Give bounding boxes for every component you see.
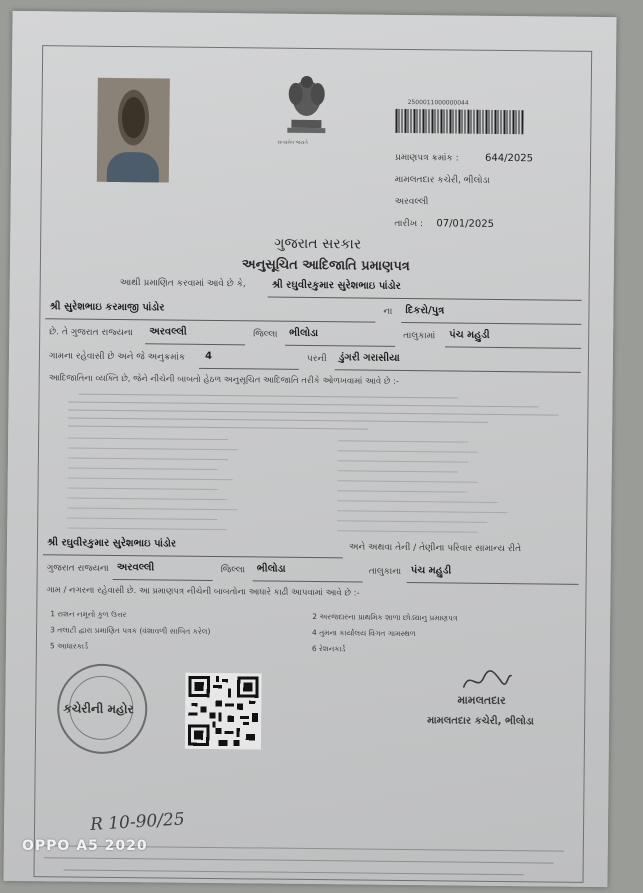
signatory-title: મામલતદાર [457,693,506,708]
fine-print-block [13,11,617,17]
footer-fine-print [13,11,617,17]
qr-code [185,673,262,750]
state-label: ગુજરાત રાજ્યના [46,563,109,574]
certify-text: આથી પ્રમાણિત કરવામાં આવે છે કે, [119,277,246,290]
tribe-label: પરની [306,353,327,365]
camera-watermark: OPPO A5 2020 [22,838,148,854]
photo-shirt [107,152,159,183]
date-label: તારીખ : [394,218,424,230]
document-item-4: 4 તુમના કાર્યાલય વિગત ગામસ્થળ [312,628,416,639]
barcode-number: 2500011000000044 [407,99,469,107]
emblem-caption: સત્યમેવ જયતે [277,139,308,146]
tribe-value: ડુંગરી ગરાસીયા [338,352,400,364]
district-label: જિલ્લા [253,329,278,340]
barcode [395,109,523,134]
father-name: શ્રી સુરેશભાઇ કરમાજી પાંડોર [49,301,165,314]
signatory-office: મામલતદાર કચેરી, ભીલોડા [427,715,534,728]
document-item-1: 1 રાશન નમૂનો કુળ ઉત્તર [50,609,127,620]
state-prefix-label: છે. તે ગુજરાત રાજ્યના [49,327,133,339]
state-taluka: ભીલોડા [256,563,286,575]
government-title: ગુજરાત સરકાર [274,235,362,253]
document-item-5: 5 આધારકાર્ડ [49,641,89,651]
office-line-2: અરવલ્લી [394,196,429,208]
entry-label: ગામના રહેવાસી છે અને જે અનુક્રમાંક [48,351,186,363]
village-value: પંચ મહુડી [449,329,490,341]
taluka-label: તાલુકામાં [403,330,436,342]
district-value: અરવલ્લી [149,326,187,338]
relation-value: દિકરો/પુત્ર [405,304,445,317]
tribe-text: આદિજાતિના વ્યક્તિ છે, જેને નીચેની બાબતો હેઠળ અનુસૂચિત આદિજાતિ તરીકે ઓળખવામાં આવે છે :- [48,373,400,387]
entry-number: 4 [204,350,212,362]
office-line-1: મામલતદાર કચેરી, ભીલોડા [394,174,490,186]
resident-note: અને અથવા તેની / તેણીના પરિવાર સામાન્ય રીતે [348,542,522,555]
certificate-title: અનુસૂચિત આદિજાતિ પ્રમાણપત્ર [241,257,410,275]
applicant-photo [97,78,170,183]
issue-date: 07/01/2025 [436,218,495,230]
handwritten-note: R 10-90/25 [89,809,186,835]
certificate-sheet [3,11,616,887]
basis-text: ગામ / નગરના રહેવાસી છે. આ પ્રમાણપત્ર નીચેની બાબતોના આધારે કાઢી આપવામાં આવે છે :- [46,585,360,599]
state-village-label: તાલુકાના [368,566,402,577]
relation-label: ના [383,306,393,317]
document-item-2: 2 અરજદારના પ્રાથમિક શાળા છોડ્યાનુ પ્રમાણપત્ર [312,612,458,623]
applicant-name: શ્રી રઘુવીરકુમાર સુરેશભાઇ પાંડોર [271,279,401,292]
document-item-6: 6 રેશનકાર્ડ [311,644,346,654]
taluka-value: ભીલોડા [289,327,319,340]
state-village: પંચ મહુડી [410,565,452,577]
national-emblem-icon [281,68,332,143]
resident-name: શ્રી રઘુવીરકુમાર સુરેશભાઇ પાંડોર [46,537,177,550]
signature-mark [455,666,515,697]
certificate-no: 644/2025 [484,152,534,165]
state-district: અરવલ્લી [116,561,155,574]
certificate-no-label: પ્રમાણપત્ર ક્રમાંક : [395,152,459,164]
document-item-3: 3 તલાટી દ્વારા પ્રમાણિત પત્રક (વંશાવળી સાબિત કરેલ) [50,625,211,636]
state-taluka-label: જિલ્લા [220,565,246,576]
seal-text: કચેરીની મહોર [63,701,134,717]
